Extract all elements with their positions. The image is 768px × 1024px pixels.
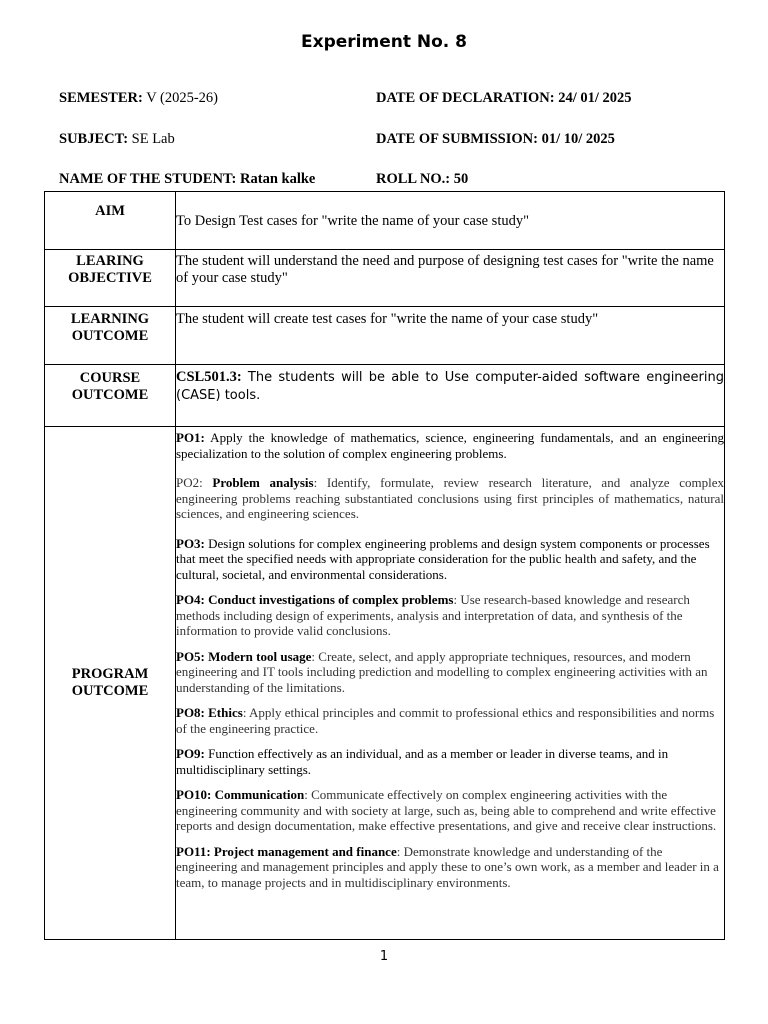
roll-number-value: 50 xyxy=(453,171,469,187)
subject-value: SE Lab xyxy=(131,131,175,147)
roll-number-label: ROLL NO.: xyxy=(376,171,451,187)
learning-objective-text: The student will understand the need and purpose of designing test cases for "write the name of your case study" xyxy=(176,253,714,286)
po4-head: PO4: Conduct investigations of complex problems xyxy=(176,592,454,607)
roll-number-field xyxy=(376,171,468,188)
po11-item xyxy=(176,844,724,891)
po2-head: Problem analysis xyxy=(212,475,314,490)
po9-text: Function effectively as an individual, and as a member or leader in diverse teams, and in multidisciplinary settings. xyxy=(176,746,669,777)
po4-item xyxy=(176,592,724,639)
program-outcome-label-cell xyxy=(45,427,176,940)
experiment-table xyxy=(44,191,725,940)
po9-head: PO9: xyxy=(176,746,205,761)
declaration-date-label: DATE OF DECLARATION: xyxy=(376,90,555,106)
course-outcome-label-2: OUTCOME xyxy=(71,387,149,403)
semester-field xyxy=(59,90,218,107)
po9-item xyxy=(176,746,724,777)
submission-date-field xyxy=(376,131,615,148)
po4-text: : Use research-based knowledge and research methods including design of experiments, analysis and interpretation of data, and synthesis of the information to provide valid conclusions. xyxy=(176,592,690,638)
po1-head: PO1: xyxy=(176,430,205,445)
page-title: Experiment No. 8 xyxy=(301,32,467,52)
learning-outcome-label-1: LEARNING xyxy=(70,311,150,327)
po2-prefix: PO2 xyxy=(176,475,200,490)
learning-objective-row xyxy=(45,250,725,307)
po5-text: : Create, select, and apply appropriate techniques, resources, and modern engineering and IT tools including prediction and modelling to complex engineering activities with an understanding of the limitations. xyxy=(176,648,708,695)
program-outcome-content-cell xyxy=(176,427,725,940)
semester-label: SEMESTER: xyxy=(59,90,143,106)
po3-item xyxy=(176,536,724,583)
learning-objective-label-cell xyxy=(45,250,176,307)
learning-objective-content-cell xyxy=(176,250,725,307)
learning-outcome-label-2: OUTCOME xyxy=(71,328,149,344)
po2-text: : Identify, formulate, review research literature, and analyze complex engineering problems reaching substantiated conclusions using first principles of mathematics, natural sciences, and engineering sciences. xyxy=(176,475,724,521)
po3-text: Design solutions for complex engineering problems and design system components or processes that meet the specified needs with appropriate consideration for the public health and safety, and the cultural, societal, and environmental considerations. xyxy=(176,535,710,582)
aim-label: AIM xyxy=(95,203,125,219)
po5-head: PO5: Modern tool usage xyxy=(176,648,312,664)
aim-text: To Design Test cases for "write the name of your case study" xyxy=(176,213,530,229)
page-number: 1 xyxy=(379,949,389,964)
course-outcome-text-block xyxy=(176,365,724,405)
course-outcome-row xyxy=(45,365,725,427)
course-outcome-content-cell xyxy=(176,365,725,427)
student-name-field xyxy=(59,171,315,188)
learning-objective-label-1: LEARING xyxy=(76,253,144,269)
program-outcome-row xyxy=(45,427,725,940)
semester-value: V (2025-26) xyxy=(146,90,219,106)
po8-head: PO8: Ethics xyxy=(176,705,243,720)
subject-field xyxy=(59,131,175,148)
learning-outcome-label-cell xyxy=(45,307,176,365)
po11-text: : Demonstrate knowledge and understanding of the engineering and management principles and apply these to one’s own work, as a member and leader in a team, to manage projects and in multidisciplinary environments. xyxy=(176,843,719,890)
po8-item xyxy=(176,705,724,736)
learning-outcome-content-cell xyxy=(176,307,725,365)
po10-item xyxy=(176,787,724,834)
po3-head: PO3: xyxy=(176,535,205,551)
learning-outcome-text: The student will create test cases for "write the name of your case study" xyxy=(176,311,599,327)
course-outcome-code: CSL501.3: xyxy=(176,369,242,385)
program-outcome-label-1: PROGRAM xyxy=(71,666,149,682)
course-outcome-label-cell xyxy=(45,365,176,427)
po5-item xyxy=(176,649,724,696)
po8-text: : Apply ethical principles and commit to professional ethics and responsibilities and norms of the engineering practice. xyxy=(176,705,715,736)
po1-item xyxy=(176,430,724,461)
po2-item: PO2: Problem analysis: Identify, formulate, review research literature, and analyze complex engineering problems reaching substantiated conclusions using first principles of mathematics, natural sciences, and engineering sciences. xyxy=(176,475,724,521)
student-name-label: NAME OF THE STUDENT: xyxy=(59,171,237,187)
course-outcome-label-1: COURSE xyxy=(79,370,141,386)
declaration-date-value: 24/ 01/ 2025 xyxy=(558,90,632,106)
student-name-value: Ratan kalke xyxy=(240,171,316,187)
po10-text: : Communicate effectively on complex engineering activities with the engineering community and with society at large, such as, being able to comprehend and write effective reports and design documentation, make effective presentations, and give and receive clear instructions. xyxy=(176,787,717,833)
learning-outcome-row xyxy=(45,307,725,365)
aim-content-cell xyxy=(176,192,725,250)
course-outcome-text: The students will be able to Use computer-aided software engineering (CASE) tools. xyxy=(176,370,724,403)
program-outcome-label-2: OUTCOME xyxy=(71,683,149,699)
aim-row xyxy=(45,192,725,250)
subject-label: SUBJECT: xyxy=(59,131,129,147)
po1-text: Apply the knowledge of mathematics, science, engineering fundamentals, and an engineering specialization to the solution of complex engineering problems. xyxy=(176,430,724,461)
aim-label-cell xyxy=(45,192,176,250)
submission-date-label: DATE OF SUBMISSION: xyxy=(376,131,538,147)
learning-objective-label-2: OBJECTIVE xyxy=(68,270,152,286)
po10-head: PO10: Communication xyxy=(176,787,305,802)
submission-date-value: 01/ 10/ 2025 xyxy=(541,131,615,147)
declaration-date-field xyxy=(376,90,632,107)
po11-head: PO11: Project management and finance xyxy=(176,843,397,859)
